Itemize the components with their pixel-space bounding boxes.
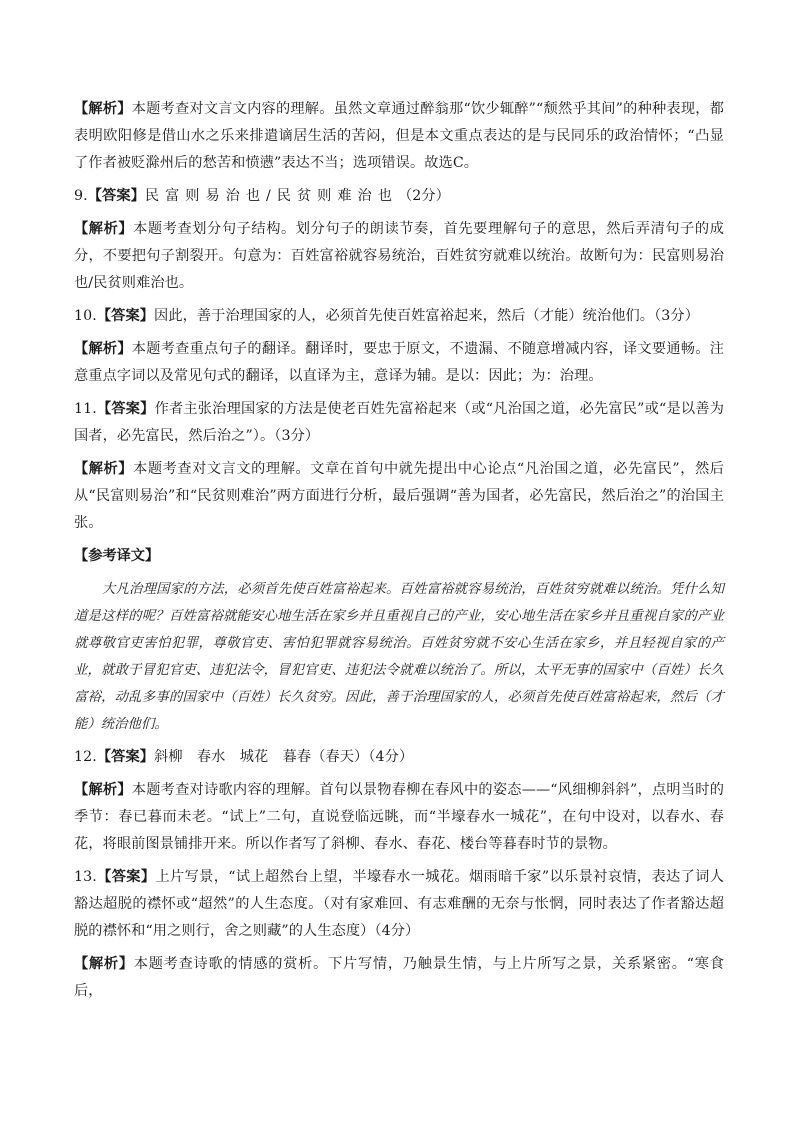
label-tag: 【答案】 <box>96 869 156 885</box>
paragraph-text: 斜柳 春水 城花 暮春（春天）（4分） <box>154 749 414 765</box>
translation-paragraph: 大凡治理国家的方法，必须首先使百姓富裕起来。百姓富裕就容易统治，百姓贫穷就难以统治。凭什么知道是这样的呢？百姓富裕就能安心地生活在家乡并且重视自己的产业，安心地生活在家乡并且重视自家的产业就尊敬官吏害怕犯罪，尊敬官吏、害怕犯罪就容易统治。百姓贫穷就不安心生活在家乡，并且轻视自家的产业，就敢于冒犯官吏、违犯法令，冒犯官吏、违犯法令就难以统治了。所以，太平无事的国家中（百姓）长久富裕，动乱多事的国家中（百姓）长久贫穷。因此，善于治理国家的人，必须首先使百姓富裕起来，然后（才能）统治他们。 <box>74 582 724 732</box>
label-tag: 【解析】 <box>74 221 134 237</box>
paragraph-text: 作者主张治理国家的方法是使老百姓先富裕起来（或“凡治国之道，必先富民”或“是以善为国者，必先富民，然后治之”）。（3分） <box>74 401 724 444</box>
paragraph-text: 因此，善于治理国家的人，必须首先使百姓富裕起来，然后（才能）统治他们。（3分） <box>154 308 699 324</box>
paragraph-text: 民富则易治也/民贫则难治也 <box>144 188 398 204</box>
question-number: 10. <box>74 308 97 324</box>
paragraph-text: 本题考查对诗歌内容的理解。首句以景物春柳在春风中的姿态——“风细柳斜斜”，点明当时的季节：春已暮而未老。“试上”二句，直说登临远眺，而“半壕春水一城花”，在句中设对，以春水、春花，将眼前图景铺排开来。所以作者写了斜柳、春水、春花、楼台等暮春时节的景物。 <box>74 782 724 852</box>
paragraph-text: 本题考查对文言文的理解。文章在首句中就先提出中心论点“凡治国之道，必先富民”，然后从“民富则易治”和“民贫则难治”两方面进行分析，最后强调“善为国者，必先富民，然后治之”的治国主张。 <box>74 461 725 531</box>
section-heading: 【参考译文】 <box>74 548 160 564</box>
question-number: 13. <box>74 869 97 885</box>
analysis-paragraph <box>74 216 724 297</box>
label-tag: 【解析】 <box>74 101 132 117</box>
label-tag: 【解析】 <box>74 341 132 357</box>
question-number: 9. <box>74 188 88 204</box>
label-tag: 【答案】 <box>96 401 155 417</box>
analysis-paragraph <box>74 336 724 390</box>
label-tag: 【答案】 <box>96 749 155 765</box>
answer-paragraph <box>74 303 724 330</box>
paragraph-text: 本题考查划分句子结构。划分句子的朗读节奏，首先要理解句子的意思，然后弄清句子的成分，不要把句子割裂开。句意为：百姓富裕就容易统治，百姓贫穷就难以统治。故断句为：民富则易治也/民贫则难治也。 <box>74 221 724 291</box>
analysis-paragraph <box>74 951 724 1005</box>
label-tag: 【答案】 <box>87 188 145 204</box>
analysis-paragraph <box>74 96 724 177</box>
analysis-paragraph <box>74 456 724 537</box>
answer-paragraph <box>74 396 724 450</box>
label-tag: 【答案】 <box>96 308 155 324</box>
paragraph-text: 本题考查对文言文内容的理解。虽然文章通过醉翁那“饮少辄醉”“颓然乎其间”的种种表现，都表明欧阳修是借山水之乐来排遣谪居生活的苦闷，但是本文重点表达的是与民同乐的政治情怀；“凸显了作者被贬滁州后的愁苦和愤懑”表达不当；选项错误。故选C。 <box>74 101 724 171</box>
paragraph-text: 本题考查诗歌的情感的赏析。下片写情，乃触景生情，与上片所写之景，关系紧密。“寒食后， <box>74 956 724 999</box>
paragraph-text: 本题考查重点句子的翻译。翻译时，要忠于原文，不遗漏、不随意增减内容，译文要通畅。注意重点字词以及常见句式的翻译，以直译为主，意译为辅。是以：因此；为：治理。 <box>74 341 724 384</box>
question-number: 12. <box>74 749 97 765</box>
question-number: 11. <box>74 401 97 417</box>
label-tag: 【解析】 <box>74 956 134 972</box>
analysis-paragraph <box>74 777 724 858</box>
answer-paragraph <box>74 744 724 771</box>
label-tag: 【解析】 <box>74 461 134 477</box>
paragraph-text: 上片写景，“试上超然台上望，半壕春水一城花。烟雨暗千家”以乐景衬哀情，表达了词人豁达超脱的襟怀或“超然”的人生态度。（对有家难回、有志难酬的无奈与怅惘，同时表达了作者豁达超脱的襟怀和“用之则行，舍之则藏”的人生态度）（4分） <box>74 869 724 939</box>
document-page <box>74 96 724 1011</box>
score-note: （2分） <box>397 188 450 204</box>
answer-paragraph <box>74 183 724 210</box>
label-tag: 【解析】 <box>74 782 132 798</box>
answer-paragraph <box>74 864 724 945</box>
